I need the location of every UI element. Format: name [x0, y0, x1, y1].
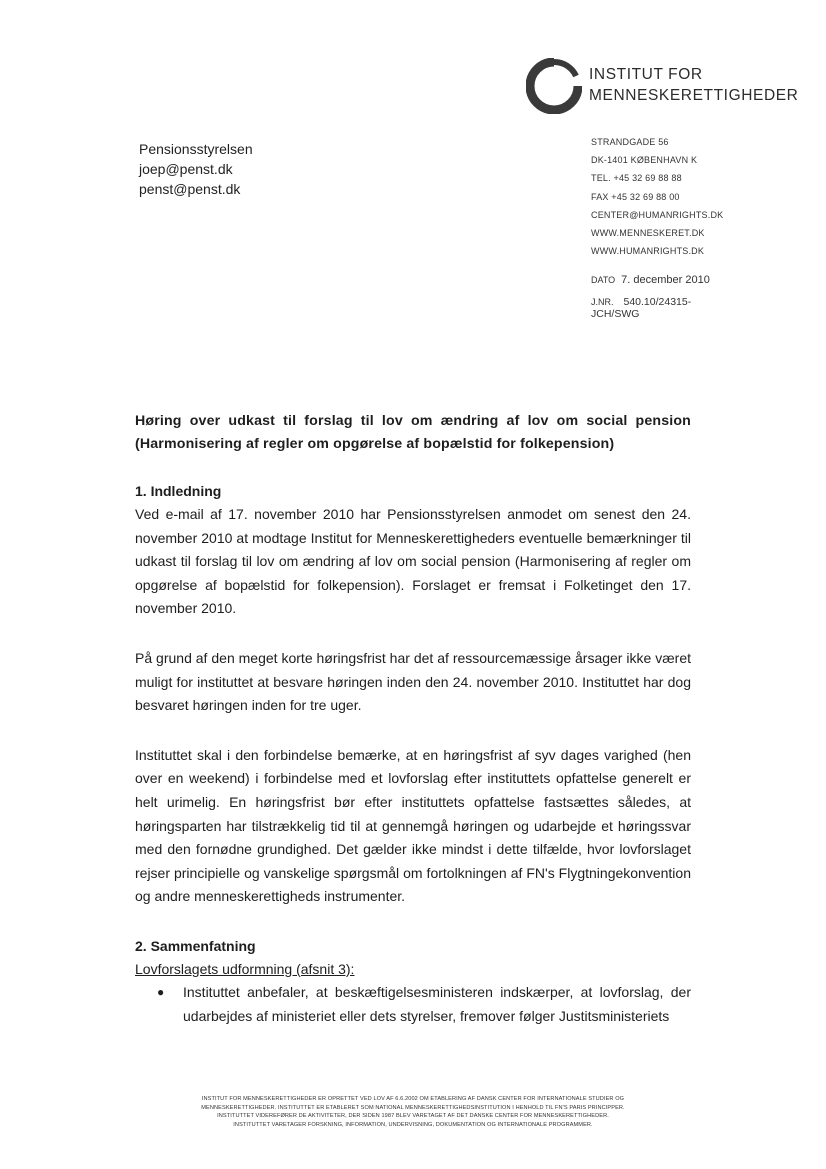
- document-title: [135, 410, 691, 456]
- sender-city: DK-1401 KØBENHAVN K: [591, 155, 698, 166]
- section-heading-introduction: 1. Indledning: [135, 483, 222, 499]
- recipient-email-2: penst@penst.dk: [139, 181, 241, 197]
- date-label: DATO: [591, 275, 616, 285]
- page-footer: [130, 1095, 696, 1129]
- date-value: 7. december 2010: [621, 274, 710, 286]
- recipient-address: [139, 139, 253, 199]
- document-title-line1: Høring over udkast til forslag til lov om ændring af lov om social pension: [135, 413, 691, 429]
- footer-line-2: MENNESKERETTIGHEDER. INSTITUTTET ER ETABLERET SOM NATIONAL MENNESKERETTIGHEDSINSTITUTION I HENHOLD TIL FN'S PARIS PRINCIPPER.: [201, 1104, 625, 1111]
- jnr-label: J.NR.: [591, 297, 614, 307]
- sender-contact-block: [591, 133, 723, 260]
- logo-text-line1: INSTITUT FOR: [589, 66, 703, 83]
- logo-text-line2: MENNESKERETTIGHEDER: [589, 87, 799, 104]
- letter-body: [135, 410, 691, 1028]
- footer-line-1: INSTITUT FOR MENNESKERETTIGHEDER ER OPRETTET VED LOV AF 6.6.2002 OM ETABLERING AF DANSK CENTER FOR INTERNATIONALE STUDIER OG: [201, 1096, 625, 1102]
- footer-line-4: INSTITUTTET VARETAGER FORSKNING, INFORMATION, UNDERVISNING, DOKUMENTATION OG INTERNATIONALE PROGRAMMER.: [233, 1121, 593, 1128]
- paragraph-3: Instituttet skal i den forbindelse bemærke, at en høringsfrist af syv dages varighed (hen over en weekend) i forbindelse med et lovforslag efter instituttets opfattelse generelt er helt urimelig. En høringsfrist bør efter instituttets opfattelse fastsættes således, at høringsparten har tilstrækkelig tid til at gennemgå høringen og udarbejde et høringssvar med den fornødne grundighed. Det gælder ikke mindst i dette tilfælde, hvor lovforslaget rejser principielle og vanskelige spørgsmål om fortolkningen af FN's Flygtningekonvention og andre menneskerettigheds instrumenter.: [135, 746, 691, 905]
- document-date: [591, 274, 710, 286]
- sender-website-1: WWW.MENNESKERET.DK: [591, 227, 705, 238]
- recipient-email-1: joep@penst.dk: [139, 161, 233, 177]
- jnr-value: 540.10/24315-: [623, 296, 692, 308]
- sender-email: CENTER@HUMANRIGHTS.DK: [591, 209, 724, 220]
- sender-website-2: WWW.HUMANRIGHTS.DK: [591, 246, 705, 257]
- sender-street: STRANDGADE 56: [591, 137, 669, 147]
- bullet-icon: ●: [157, 984, 165, 999]
- recipient-name: Pensionsstyrelsen: [139, 141, 253, 157]
- section-heading-summary: 2. Sammenfatning: [135, 937, 256, 954]
- sender-phone: TEL. +45 32 69 88 88: [591, 173, 682, 184]
- document-title-line2: (Harmonisering af regler om opgørelse af bopælstid for folkepension): [135, 436, 615, 452]
- summary-bullet-list: [135, 981, 691, 1028]
- journal-number: [591, 296, 691, 320]
- sender-fax: FAX +45 32 69 88 00: [591, 191, 680, 202]
- paragraph-2: På grund af den meget korte høringsfrist har det af ressourcemæssige årsager ikke været muligt for instituttet at besvare høringen inden den 24. november 2010. Instituttet har dog besvaret høringen inden for tre uger.: [135, 649, 691, 714]
- footer-line-3: INSTITUTTET VIDEREFØRER DE AKTIVITETER, DER SIDEN 1987 BLEV VARETAGET AF DET DANSKE CENTER FOR MENNESKERETTIGHEDER.: [217, 1113, 609, 1119]
- jnr-value-2: JCH/SWG: [591, 308, 640, 320]
- paragraph-1: Ved e-mail af 17. november 2010 har Pensionsstyrelsen anmodet om senest den 24. november 2010 at modtage Institut for Menneskerettigheders eventuelle bemærkninger til udkast til forslag til lov om ændring af lov om social pension (Harmonisering af regler om opgørelse af bopælstid for folkepension). Forslaget er fremsat i Folketinget den 17. november 2010.: [135, 506, 691, 617]
- section-subheading: Lovforslagets udformning (afsnit 3):: [135, 960, 355, 977]
- bullet-text: Instituttet anbefaler, at beskæftigelsesministeren indskærper, at lovforslag, der udarbejdes af ministeriet eller dets styrelser, fremover følger Justitsministeriets: [183, 983, 691, 1024]
- logo-ring-icon: [526, 58, 582, 114]
- list-item: [135, 981, 691, 1028]
- institute-logo: [526, 58, 806, 114]
